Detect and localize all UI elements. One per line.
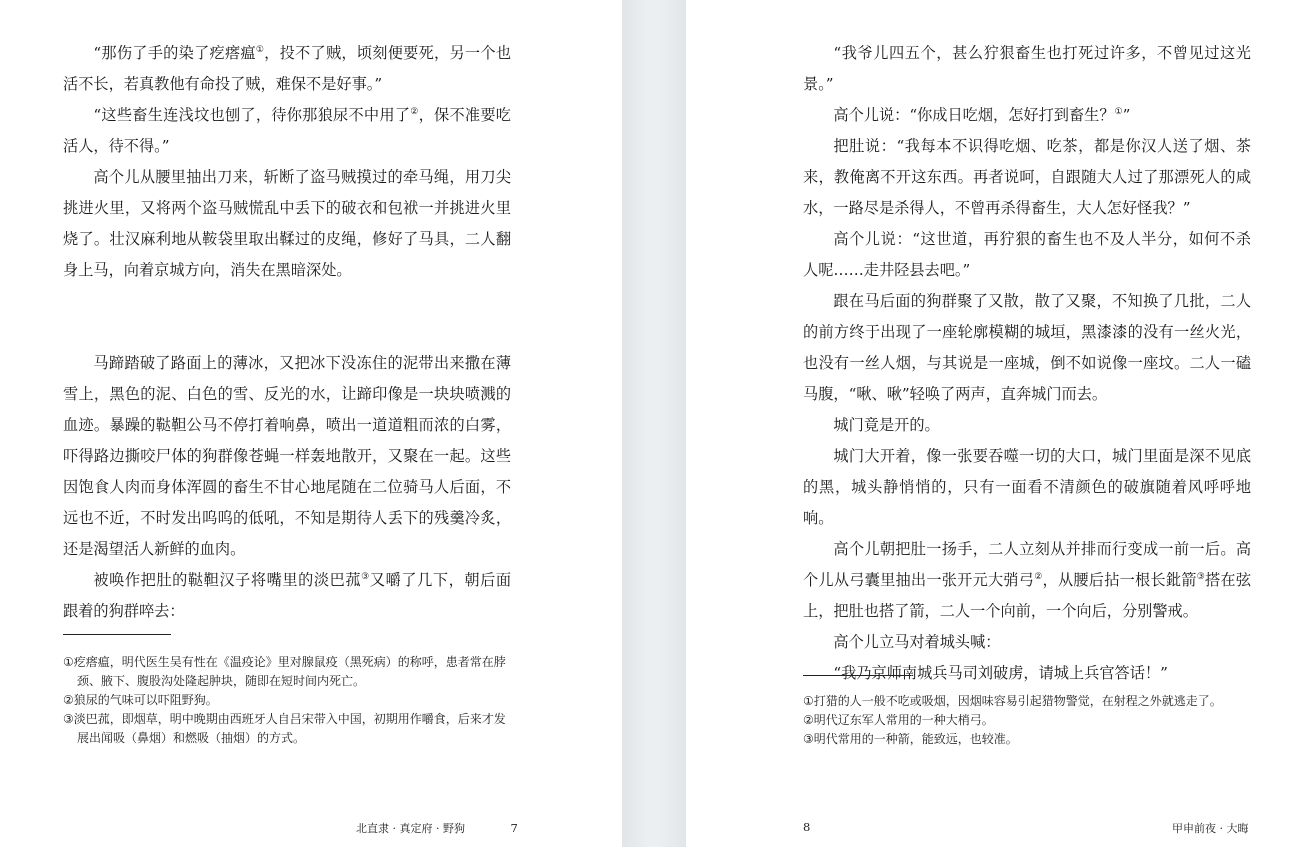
footnote: ②狼尿的气味可以吓阻野狗。 xyxy=(63,693,218,707)
right-footnotes xyxy=(803,692,1251,749)
paragraph: “那伤了手的染了疙瘩瘟①，投不了贼，顷刻便要死，另一个也活不长，若真教他有命投了贼，难保不是好事。” xyxy=(63,44,512,93)
paragraph: “我乃京师南城兵马司刘破虏，请城上兵官答话！” xyxy=(833,664,1168,682)
left-page xyxy=(0,0,622,847)
footnote: ①疙瘩瘟，明代医生吴有性在《温疫论》里对腺鼠疫（黑死病）的称呼，患者常在脖颈、腋下、腹股沟处隆起肿块，随即在短时间内死亡。 xyxy=(63,655,506,688)
paragraph: 高个儿说：“这世道，再狞狠的畜生也不及人半分，如何不杀人呢……走井陉县去吧。” xyxy=(803,230,1251,279)
left-running-head xyxy=(356,820,518,836)
footnote: ②明代辽东军人常用的一种大梢弓。 xyxy=(803,713,994,727)
right-page xyxy=(686,0,1308,847)
footnote-rule xyxy=(803,675,911,676)
footnote-rule xyxy=(63,634,171,635)
footnote-ref[interactable]: ③ xyxy=(1196,571,1205,582)
paragraph: 城门大开着，像一张要吞噬一切的大口，城门里面是深不见底的黑，城头静悄悄的，只有一面看不清颜色的破旗随着风呼呼地响。 xyxy=(803,447,1251,527)
paragraph: 高个儿说：“你成日吃烟，怎好打到畜生？①” xyxy=(833,106,1131,124)
paragraph: 跟在马后面的狗群聚了又散，散了又聚，不知换了几批，二人的前方终于出现了一座轮廓模糊的城垣，黑漆漆的没有一丝火光，也没有一丝人烟，与其说是一座城，倒不如说像一座坟。二人一磕马腹，“啾、啾”轻唤了两声，直奔城门而去。 xyxy=(803,292,1251,403)
paragraph: 马蹄踏破了路面上的薄冰，又把冰下没冻住的泥带出来撒在薄雪上，黑色的泥、白色的雪、反光的水，让蹄印像是一块块喷溅的血迹。暴躁的鞑靼公马不停打着响鼻，喷出一道道粗而浓的白雾，吓得路边撕咬尸体的狗群像苍蝇一样轰地散开，又聚在一起。这些因饱食人肉而身体浑圆的畜生不甘心地尾随在二位骑马人后面，不远也不近，不时发出呜呜的低吼，不知是期待人丢下的残羹冷炙，还是渴望活人新鲜的血肉。 xyxy=(63,354,511,558)
page-number: 7 xyxy=(510,821,518,835)
footnote-ref[interactable]: ① xyxy=(255,44,265,55)
footnote: ③明代常用的一种箭，能致远，也较准。 xyxy=(803,732,1018,746)
footnote-ref[interactable]: ③ xyxy=(361,571,370,582)
page-gutter xyxy=(622,0,686,847)
section-break xyxy=(63,286,511,348)
left-page-body xyxy=(63,38,511,627)
running-head-title: 北直隶 · 真定府 · 野狗 xyxy=(356,822,465,835)
running-head-title: 甲申前夜 · 大晦 xyxy=(1172,822,1249,835)
left-footnotes xyxy=(63,653,511,748)
paragraph: 把肚说：“我每本不识得吃烟、吃茶，都是你汉人送了烟、茶来，教俺离不开这东西。再者说呵，自跟随大人过了那漂死人的咸水，一路尽是杀得人，不曾再杀得畜生，大人怎好怪我？” xyxy=(803,137,1251,217)
paragraph: 高个儿朝把肚一扬手，二人立刻从并排而行变成一前一后。高个儿从弓囊里抽出一张开元大弰弓②，从腰后拈一根长鈚箭③搭在弦上，把肚也搭了箭，二人一个向前，一个向后，分别警戒。 xyxy=(803,540,1252,620)
right-running-title xyxy=(1172,820,1249,836)
paragraph: “这些畜生连浅坟也刨了，待你那狼尿不中用了②，保不准要吃活人，待不得。” xyxy=(63,106,511,155)
page-number: 8 xyxy=(803,820,811,834)
footnote: ①打猎的人一般不吃或吸烟，因烟味容易引起猎物警觉，在射程之外就逃走了。 xyxy=(803,694,1222,708)
right-page-body xyxy=(803,38,1251,689)
right-running-head xyxy=(803,820,810,834)
paragraph: 城门竟是开的。 xyxy=(833,416,940,434)
footnote-ref[interactable]: ② xyxy=(410,106,419,117)
paragraph: 高个儿从腰里抽出刀来，斩断了盗马贼摸过的牵马绳，用刀尖挑进火里，又将两个盗马贼慌乱中丢下的破衣和包袱一并挑进火里烧了。壮汉麻利地从鞍袋里取出鞣过的皮绳，修好了马具，二人翻身上马，向着京城方向，消失在黑暗深处。 xyxy=(63,168,511,279)
paragraph: 被唤作把肚的鞑靼汉子将嘴里的淡巴菰③又嚼了几下，朝后面跟着的狗群啐去： xyxy=(63,571,512,620)
paragraph: 高个儿立马对着城头喊： xyxy=(833,633,1001,651)
footnote-ref[interactable]: ① xyxy=(1114,106,1123,117)
paragraph: “我爷儿四五个，甚么狞狠畜生也打死过许多，不曾见过这光景。” xyxy=(803,44,1251,93)
footnote-ref[interactable]: ② xyxy=(1034,571,1043,582)
footnote: ③淡巴菰，即烟草，明中晚期由西班牙人自吕宋带入中国，初期用作嚼食，后来才发展出闻吸（鼻烟）和燃吸（抽烟）的方式。 xyxy=(63,712,506,745)
